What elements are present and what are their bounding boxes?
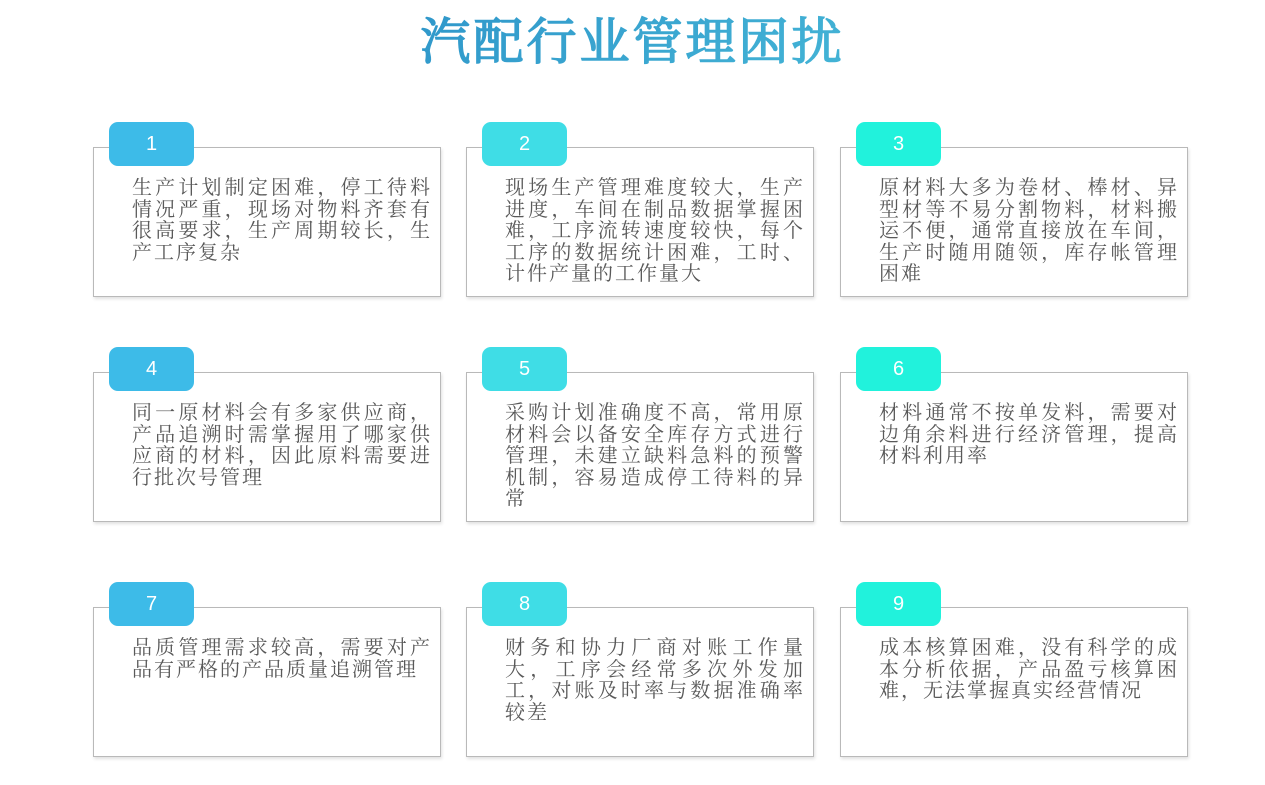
card-2-number: 2 xyxy=(518,133,531,155)
card-7-text: 品质管理需求较高，需要对产品有严格的产品质量追溯管理 xyxy=(132,637,432,681)
card-7 xyxy=(93,593,441,757)
card-9-number-badge xyxy=(856,582,941,626)
card-6-number-badge xyxy=(856,347,941,391)
card-1 xyxy=(93,133,441,297)
card-8 xyxy=(466,593,814,757)
card-1-text: 生产计划制定困难，停工待料情况严重，现场对物料齐套有很高要求，生产周期较长，生产工序复杂 xyxy=(132,177,432,264)
card-4 xyxy=(93,358,441,522)
card-5 xyxy=(466,358,814,522)
card-5-number-badge xyxy=(482,347,567,391)
card-4-number: 4 xyxy=(145,358,158,380)
card-5-number: 5 xyxy=(518,358,531,380)
card-8-number: 8 xyxy=(518,593,531,615)
card-4-text: 同一原材料会有多家供应商，产品追溯时需掌握用了哪家供应商的材料，因此原料需要进行批次号管理 xyxy=(132,402,432,489)
card-5-text: 采购计划准确度不高，常用原材料会以备安全库存方式进行管理，未建立缺料急料的预警机制，容易造成停工待料的异常 xyxy=(505,402,805,511)
card-7-number: 7 xyxy=(145,593,158,615)
card-3-number-badge xyxy=(856,122,941,166)
card-4-number-badge xyxy=(109,347,194,391)
card-2 xyxy=(466,133,814,297)
card-8-text: 财务和协力厂商对账工作量大，工序会经常多次外发加工，对账及时率与数据准确率较差 xyxy=(505,637,805,724)
card-3-text: 原材料大多为卷材、棒材、异型材等不易分割物料，材料搬运不便，通常直接放在车间，生产时随用随领，库存帐管理困难 xyxy=(879,177,1179,286)
card-9-number: 9 xyxy=(892,593,905,615)
card-1-number: 1 xyxy=(145,133,158,155)
card-8-number-badge xyxy=(482,582,567,626)
card-6 xyxy=(840,358,1188,522)
card-2-number-badge xyxy=(482,122,567,166)
card-9-text: 成本核算困难，没有科学的成本分析依据，产品盈亏核算困难，无法掌握真实经营情况 xyxy=(879,637,1179,703)
page-title: 汽配行业管理困扰 xyxy=(0,10,1265,74)
card-3 xyxy=(840,133,1188,297)
card-2-text: 现场生产管理难度较大，生产进度，车间在制品数据掌握困难，工序流转速度较快，每个工序的数据统计困难，工时、计件产量的工作量大 xyxy=(505,177,805,286)
card-1-number-badge xyxy=(109,122,194,166)
card-6-number: 6 xyxy=(892,358,905,380)
card-6-text: 材料通常不按单发料，需要对边角余料进行经济管理，提高材料利用率 xyxy=(879,402,1179,468)
card-9 xyxy=(840,593,1188,757)
card-7-number-badge xyxy=(109,582,194,626)
card-3-number: 3 xyxy=(892,133,905,155)
